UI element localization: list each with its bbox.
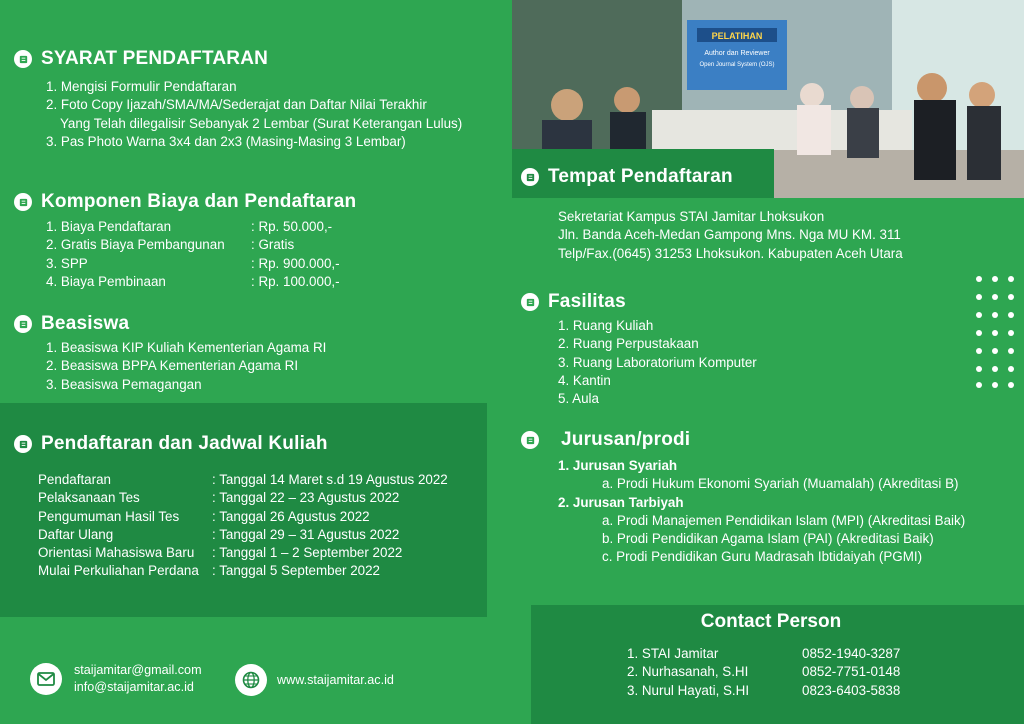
list-item: 2. Foto Copy Ijazah/SMA/MA/Sederajat dan Daftar Nilai Terakhir: [46, 97, 427, 113]
book-icon: [521, 293, 539, 311]
contact-name: 2. Nurhasanah, S.HI: [627, 664, 749, 680]
biaya-title: Komponen Biaya dan Pendaftaran: [41, 191, 357, 212]
address-line: Sekretariat Kampus STAI Jamitar Lhoksukon: [558, 209, 825, 224]
banner-line1: Author dan Reviewer: [704, 50, 770, 57]
book-icon: [14, 193, 32, 211]
list-item: 2. Beasiswa BPPA Kementerian Agama RI: [46, 358, 299, 374]
prodi-item: a. Prodi Manajemen Pendidikan Islam (MPI) (Akreditasi Baik): [602, 512, 966, 528]
jadwal-value: : Tanggal 5 September 2022: [212, 563, 381, 579]
jurusan-title: Jurusan/prodi: [561, 429, 691, 450]
biaya-value: : Rp. 50.000,-: [251, 219, 333, 234]
jurusan-heading: [521, 429, 690, 451]
table-row: [46, 236, 340, 254]
banner-line2: Open Journal System (OJS): [699, 62, 775, 68]
address-line: Jln. Banda Aceh-Medan Gampong Mns. Nga MU KM. 311: [558, 227, 901, 243]
table-row: [46, 273, 340, 291]
tempat-title: Tempat Pendaftaran: [548, 166, 733, 187]
beasiswa-title: Beasiswa: [41, 313, 130, 334]
table-row: [38, 471, 448, 489]
email-contact: [30, 662, 202, 696]
jadwal-value: : Tanggal 14 Maret s.d 19 Agustus 2022: [212, 472, 448, 487]
jadwal-label: Pelaksanaan Tes: [38, 490, 140, 506]
table-row: [38, 544, 448, 562]
jadwal-value: : Tanggal 29 – 31 Agustus 2022: [212, 526, 400, 542]
contact-name: 3. Nurul Hayati, S.HI: [627, 682, 750, 698]
fasilitas-title: Fasilitas: [548, 291, 626, 312]
jadwal-label: Pendaftaran: [38, 472, 111, 487]
list-item: 3. Pas Photo Warna 3x4 dan 2x3 (Masing-Masing 3 Lembar): [46, 133, 406, 149]
tempat-address: [558, 208, 903, 263]
jadwal-label: Orientasi Mahasiswa Baru: [38, 545, 195, 561]
jadwal-heading: [14, 433, 328, 455]
book-icon: [14, 50, 32, 68]
biaya-label: 2. Gratis Biaya Pembangunan: [46, 237, 225, 253]
beasiswa-list: [46, 339, 326, 394]
fasilitas-list: [558, 317, 757, 408]
list-item: 1. Beasiswa KIP Kuliah Kementerian Agama RI: [46, 340, 327, 355]
table-row: [46, 255, 340, 273]
mail-icon: [30, 663, 62, 695]
jadwal-value: : Tanggal 22 – 23 Agustus 2022: [212, 490, 400, 506]
email-primary[interactable]: staijamitar@gmail.com: [74, 663, 202, 677]
table-row: [38, 489, 448, 507]
banner-title: PELATIHAN: [711, 31, 763, 41]
table-row: [38, 508, 448, 526]
email-secondary[interactable]: info@staijamitar.ac.id: [74, 680, 194, 694]
biaya-label: 3. SPP: [46, 255, 88, 271]
globe-icon: [235, 664, 267, 696]
list-item: Yang Telah dilegalisir Sebanyak 2 Lembar (Surat Keterangan Lulus): [60, 115, 463, 131]
biaya-value: : Gratis: [251, 237, 295, 253]
jadwal-table: [38, 471, 448, 581]
contact-phone[interactable]: 0852-7751-0148: [802, 664, 901, 680]
table-row: [46, 218, 340, 236]
jurusan-tarbiyah: 2. Jurusan Tarbiyah: [558, 494, 684, 510]
biaya-heading: [14, 191, 356, 213]
list-item: 3. Ruang Laboratorium Komputer: [558, 354, 757, 370]
jadwal-label: Pengumuman Hasil Tes: [38, 508, 180, 524]
jadwal-value: : Tanggal 26 Agustus 2022: [212, 508, 370, 524]
table-row: [627, 645, 900, 663]
prodi-item: b. Prodi Pendidikan Agama Islam (PAI) (Akreditasi Baik): [602, 531, 934, 547]
biaya-table: [46, 218, 340, 291]
address-line: Telp/Fax.(0645) 31253 Lhoksukon. Kabupaten Aceh Utara: [558, 245, 903, 261]
book-icon: [14, 435, 32, 453]
contact-phone[interactable]: 0823-6403-5838: [802, 682, 901, 698]
fasilitas-heading: [521, 291, 626, 313]
prodi-item: c. Prodi Pendidikan Guru Madrasah Ibtidaiyah (PGMI): [602, 549, 923, 565]
table-row: [38, 526, 448, 544]
jurusan-syariah: 1. Jurusan Syariah: [558, 458, 678, 473]
table-row: [627, 663, 900, 681]
jurusan-list: [558, 457, 965, 567]
syarat-list: [46, 78, 462, 151]
book-icon: [521, 168, 539, 186]
list-item: 1. Mengisi Formulir Pendaftaran: [46, 79, 237, 94]
list-item: 3. Beasiswa Pemagangan: [46, 376, 202, 392]
book-icon: [14, 315, 32, 333]
book-icon: [521, 431, 539, 449]
contact-title: Contact Person: [700, 611, 842, 632]
tempat-heading: [521, 166, 733, 188]
table-row: [38, 562, 448, 580]
jadwal-value: : Tanggal 1 – 2 September 2022: [212, 545, 403, 561]
table-row: [627, 682, 900, 700]
biaya-value: : Rp. 100.000,-: [251, 273, 340, 289]
prodi-item: a. Prodi Hukum Ekonomi Syariah (Muamalah) (Akreditasi B): [602, 476, 959, 492]
jadwal-title: Pendaftaran dan Jadwal Kuliah: [41, 433, 328, 454]
beasiswa-heading: [14, 313, 129, 335]
jadwal-label: Daftar Ulang: [38, 526, 114, 542]
website-contact: [235, 664, 394, 696]
list-item: 5. Aula: [558, 391, 599, 407]
contact-table: [627, 645, 900, 700]
syarat-title: SYARAT PENDAFTARAN: [41, 48, 269, 69]
biaya-label: 4. Biaya Pembinaan: [46, 273, 166, 289]
contact-name: 1. STAI Jamitar: [627, 646, 719, 661]
list-item: 2. Ruang Perpustakaan: [558, 336, 699, 352]
website-link[interactable]: www.staijamitar.ac.id: [277, 672, 394, 687]
list-item: 1. Ruang Kuliah: [558, 318, 654, 333]
jadwal-label: Mulai Perkuliahan Perdana: [38, 563, 199, 579]
biaya-label: 1. Biaya Pendaftaran: [46, 219, 172, 234]
list-item: 4. Kantin: [558, 372, 611, 388]
contact-phone[interactable]: 0852-1940-3287: [802, 646, 901, 661]
syarat-heading: [14, 48, 268, 70]
biaya-value: : Rp. 900.000,-: [251, 255, 340, 271]
